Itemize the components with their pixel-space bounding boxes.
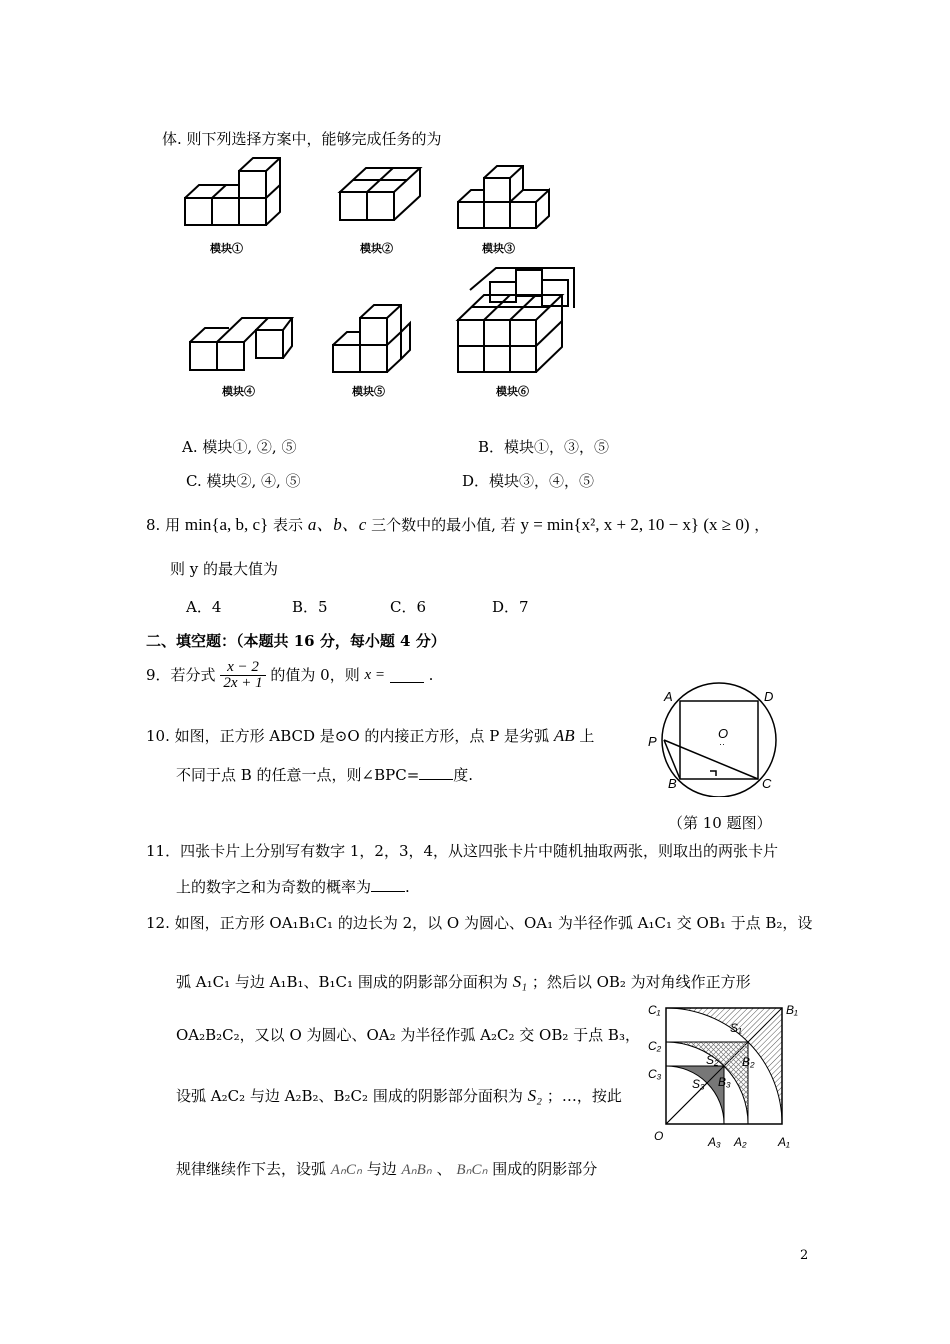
label-a: A (664, 689, 673, 704)
q8-option-a: A．4 (186, 598, 222, 616)
q12-text-4-post: ；…，按此 (546, 1087, 622, 1105)
fig-label-a3: A₃ (708, 1135, 721, 1149)
q10-line-1 (146, 716, 594, 746)
fig-label-o: O (654, 1129, 664, 1143)
q7-option-b: B．模块①，③，⑤ (478, 438, 610, 456)
q8-option-b: B．5 (292, 598, 328, 616)
q10-text-2-end: 度. (453, 766, 474, 784)
label-d: D (764, 689, 774, 704)
q12-ancn: AₙCₙ (330, 1162, 362, 1178)
fig-label-b1: B₁ (786, 1003, 798, 1017)
q12-text-5-pre: 规律继续作下去，设弧 (176, 1160, 327, 1178)
q8-text-1: 表示 (273, 516, 304, 534)
fig-label-c1: C₁ (648, 1003, 661, 1017)
label-p: P (648, 734, 657, 749)
q9-answer-blank[interactable] (390, 668, 424, 683)
q10-text-1-end: 上 (579, 727, 595, 745)
page-number: 2 (800, 1248, 809, 1263)
module-1-shape (185, 158, 280, 225)
q7-text: 体. 则下列选择方案中，能够完成任务的为 (162, 130, 442, 148)
q10-caption: （第 10 题图） (668, 814, 772, 832)
q9-pre: 9．若分式 (146, 666, 216, 684)
module-2-label: 模块② (360, 243, 393, 255)
q11-text-2: 上的数字之和为奇数的概率为 (176, 878, 372, 896)
section-2-heading: 二、填空题：（本题共 16 分，每小题 4 分） (146, 632, 446, 650)
q8-text-2: 三个数中的最小值, 若 (371, 516, 516, 534)
q12-line-2 (176, 962, 751, 992)
q10-line-2 (176, 764, 473, 785)
q12-sep: 、 (436, 1160, 452, 1178)
q12-line-1: 12. 如图，正方形 OA₁B₁C₁ 的边长为 2，以 O 为圆心、OA₁ 为半径作弧 A₁C₁ 交 OB₁ 于点 B₂，设 (146, 914, 813, 932)
module-6-label: 模块⑥ (496, 386, 529, 398)
q9-line (146, 660, 433, 691)
module-1-label: 模块① (210, 243, 243, 255)
q8-number: 8. 用 (146, 516, 181, 534)
q11-line-2 (176, 876, 410, 897)
module-3-label: 模块③ (482, 243, 515, 255)
module-5-label: 模块⑤ (352, 386, 385, 398)
q8-min-abc: min{a, b, c} (184, 515, 269, 534)
q8-option-d: D．7 (492, 598, 529, 616)
fig-label-a1: A₁ (778, 1135, 790, 1149)
q10-text-2: 不同于点 B 的任意一点，则∠BPC= (176, 766, 420, 784)
q10-text-1: 10. 如图，正方形 ABCD 是⊙O 的内接正方形，点 P 是劣弧 (146, 727, 550, 745)
q9-end: . (428, 666, 434, 684)
q12-line-3: OA₂B₂C₂，又以 O 为圆心、OA₂ 为半径作弧 A₂C₂ 交 OB₂ 于点 B₃， (176, 1026, 640, 1044)
q12-text-5-mid: 与边 (366, 1160, 397, 1178)
fig-label-s2: S₂ (706, 1053, 719, 1067)
q10-answer-blank[interactable] (419, 765, 453, 780)
q10-arc: AB (553, 726, 575, 745)
fig-label-a2: A₂ (734, 1135, 747, 1149)
fig-label-s3: S₃ (692, 1077, 705, 1091)
fig-label-c2: C₂ (648, 1039, 662, 1053)
module-3-shape (458, 166, 549, 228)
q7-option-a: A. 模块①, ②, ⑤ (182, 438, 297, 456)
center-dot: ·· (719, 739, 725, 749)
q12-squares-figure (646, 1002, 806, 1152)
fig-label-s1: S₁ (730, 1021, 742, 1035)
fig-label-b2: B₂ (742, 1055, 755, 1069)
q12-text-2-pre: 弧 A₁C₁ 与边 A₁B₁、B₁C₁ 围成的阴影部分面积为 (176, 973, 508, 991)
fig-label-c3: C₃ (648, 1067, 662, 1081)
q8-formula: y = min{x², x + 2, 10 − x} (x ≥ 0) (520, 515, 750, 534)
module-4-label: 模块④ (222, 386, 255, 398)
q12-text-5-post: 围成的阴影部分 (492, 1160, 598, 1178)
q12-s2: S₂ (527, 1086, 543, 1105)
q9-denominator: 2x + 1 (223, 675, 263, 691)
q8-line-2: 则 y 的最大值为 (170, 560, 279, 578)
label-c: C (762, 776, 772, 791)
q9-post: 的值为 0，则 (270, 666, 360, 684)
q8-vars: a、b、c (307, 515, 367, 534)
module-2-shape (340, 168, 420, 220)
q9-fraction (220, 660, 265, 691)
q12-text-4-pre: 设弧 A₂C₂ 与边 A₂B₂、B₂C₂ 围成的阴影部分面积为 (176, 1087, 523, 1105)
q11-answer-blank[interactable] (371, 877, 405, 892)
label-b: B (668, 776, 677, 791)
label-o: O (718, 726, 729, 741)
q9-var: x = (364, 667, 386, 683)
q8-option-c: C．6 (390, 598, 427, 616)
q7-option-c: C. 模块②, ④, ⑤ (186, 472, 301, 490)
q7-option-d: D．模块③，④，⑤ (462, 472, 595, 490)
module-4-shape (190, 318, 292, 370)
q12-s1: S₁ (512, 972, 528, 991)
module-6-shape (458, 268, 574, 372)
q12-anbn: AₙBₙ (401, 1162, 432, 1178)
q11-text-2-end: . (405, 878, 410, 896)
q12-bncn: BₙCₙ (456, 1162, 488, 1178)
q8-tail: ， (754, 516, 770, 534)
q12-text-2-post: ；然后以 OB₂ 为对角线作正方形 (531, 973, 751, 991)
q11-line-1: 11．四张卡片上分别写有数字 1，2，3，4，从这四张卡片中随机抽取两张，则取出的两张卡片 (146, 842, 779, 860)
fig-label-b3: B₃ (718, 1075, 731, 1089)
q9-numerator: x − 2 (220, 660, 265, 676)
cube-modules-figure (170, 150, 600, 410)
q12-line-4 (176, 1076, 622, 1106)
q8-line-1 (146, 510, 769, 535)
q12-line-5 (176, 1150, 597, 1179)
q10-circle-figure (646, 682, 786, 797)
module-5-shape (333, 305, 410, 372)
